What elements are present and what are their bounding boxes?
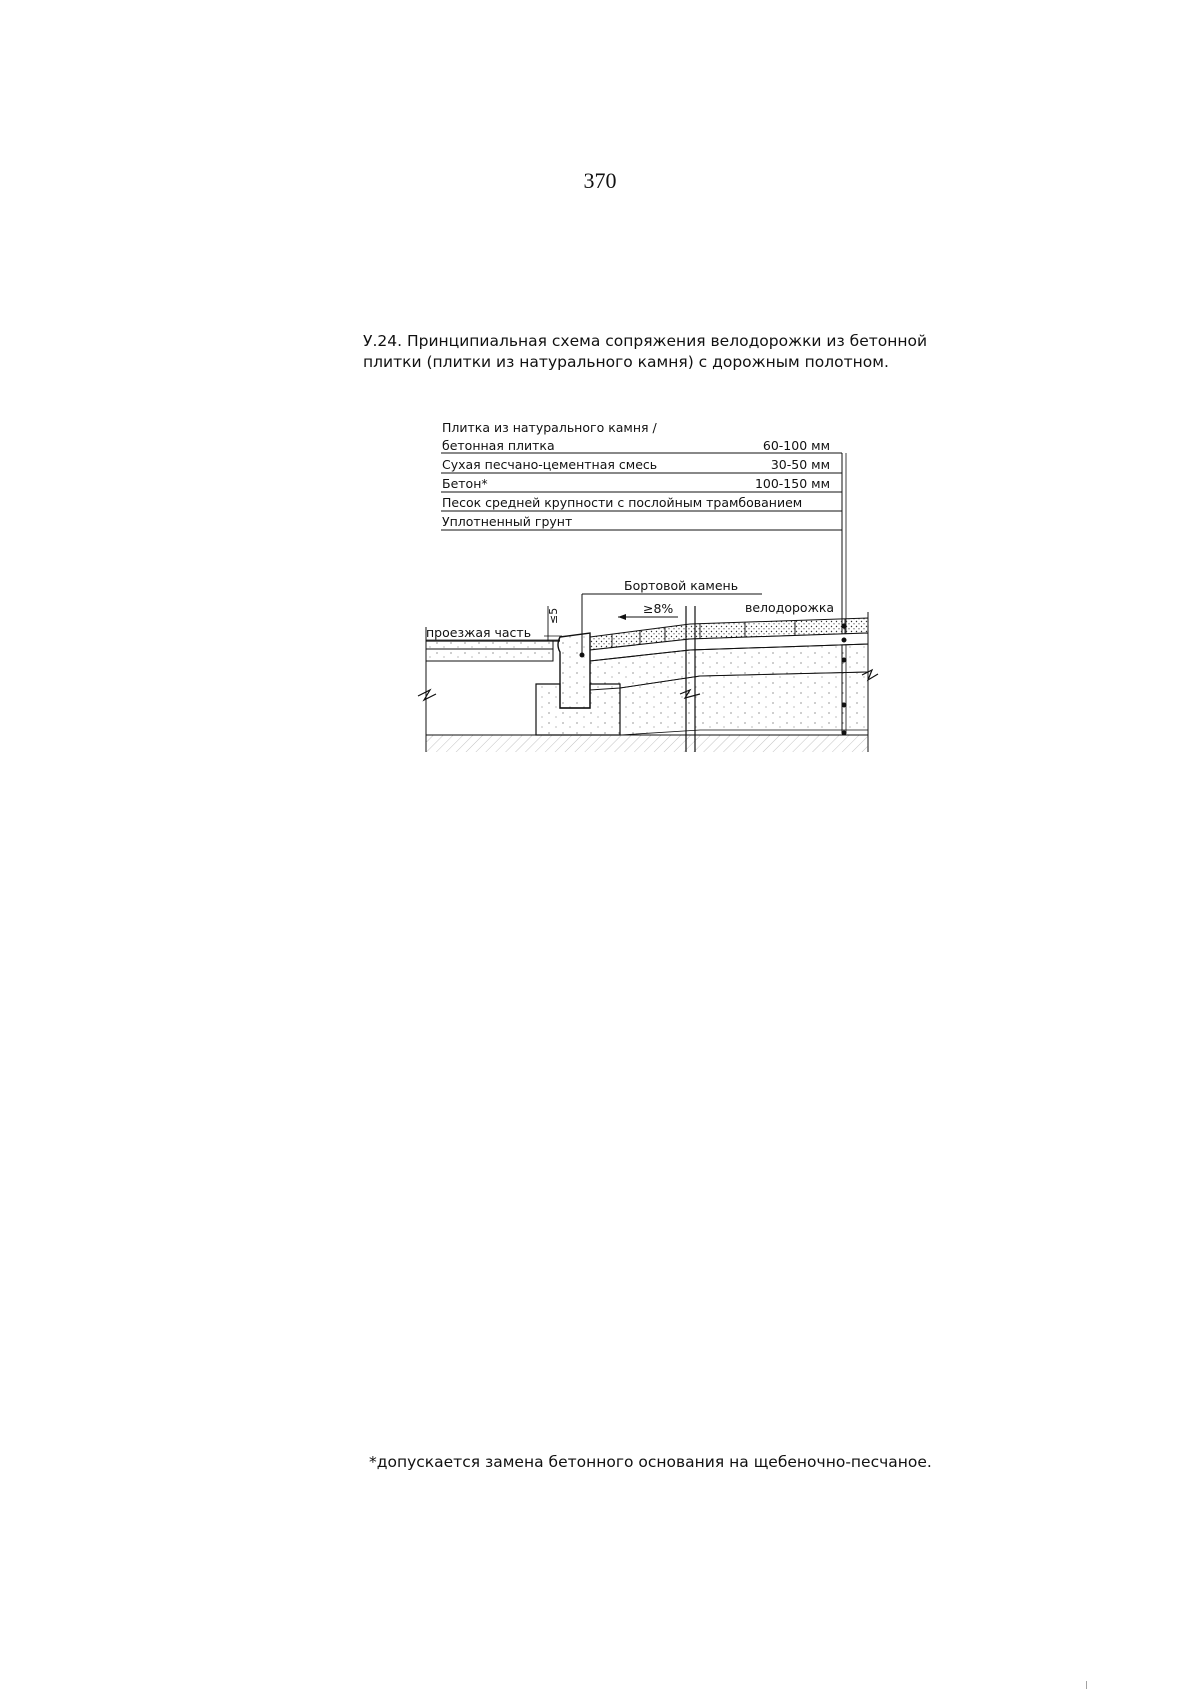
bike-path-cross-section-diagram <box>0 0 1200 800</box>
layer-2-label: Сухая песчано-цементная смесь <box>442 457 658 472</box>
roadway-asphalt-layer <box>426 641 553 649</box>
slope-arrow-head <box>618 614 626 620</box>
layer-4-label: Песок средней крупности с послойным трамбованием <box>442 495 803 510</box>
caption-line-1: У.24. Принципиальная схема сопряжения велодорожки из бетонной <box>363 332 928 350</box>
roadway-label: проезжая часть <box>426 625 532 640</box>
curb-height-label: ≤5 <box>547 607 560 624</box>
slope-label: ≥8% <box>643 601 674 616</box>
compacted-soil <box>426 735 868 752</box>
layer-2-thickness: 30-50 мм <box>770 457 830 472</box>
layer-1-thickness: 60-100 мм <box>762 438 830 453</box>
roadway-base-layer <box>426 649 553 661</box>
page-number: 370 <box>583 168 617 193</box>
left-break-symbol <box>418 690 436 700</box>
layer-1-label: бетонная плитка <box>442 438 555 453</box>
layer-3-thickness: 100-150 мм <box>754 476 830 491</box>
footnote: *допускается замена бетонного основания на щебеночно-песчаное. <box>369 1453 932 1471</box>
curb-label: Бортовой камень <box>624 578 739 593</box>
cross-section <box>418 578 878 752</box>
layer-3-label: Бетон* <box>442 476 488 491</box>
bikepath-label: велодорожка <box>745 600 835 615</box>
caption-line-2: плитки (плитки из натурального камня) с дорожным полотном. <box>363 353 889 371</box>
layer-5-label: Уплотненный грунт <box>442 514 573 529</box>
corner-mark: | <box>1085 1680 1088 1689</box>
curb-leader-dot <box>580 653 585 658</box>
curb-stone <box>558 633 590 708</box>
layer-1-label-line1: Плитка из натурального камня / <box>442 420 657 435</box>
